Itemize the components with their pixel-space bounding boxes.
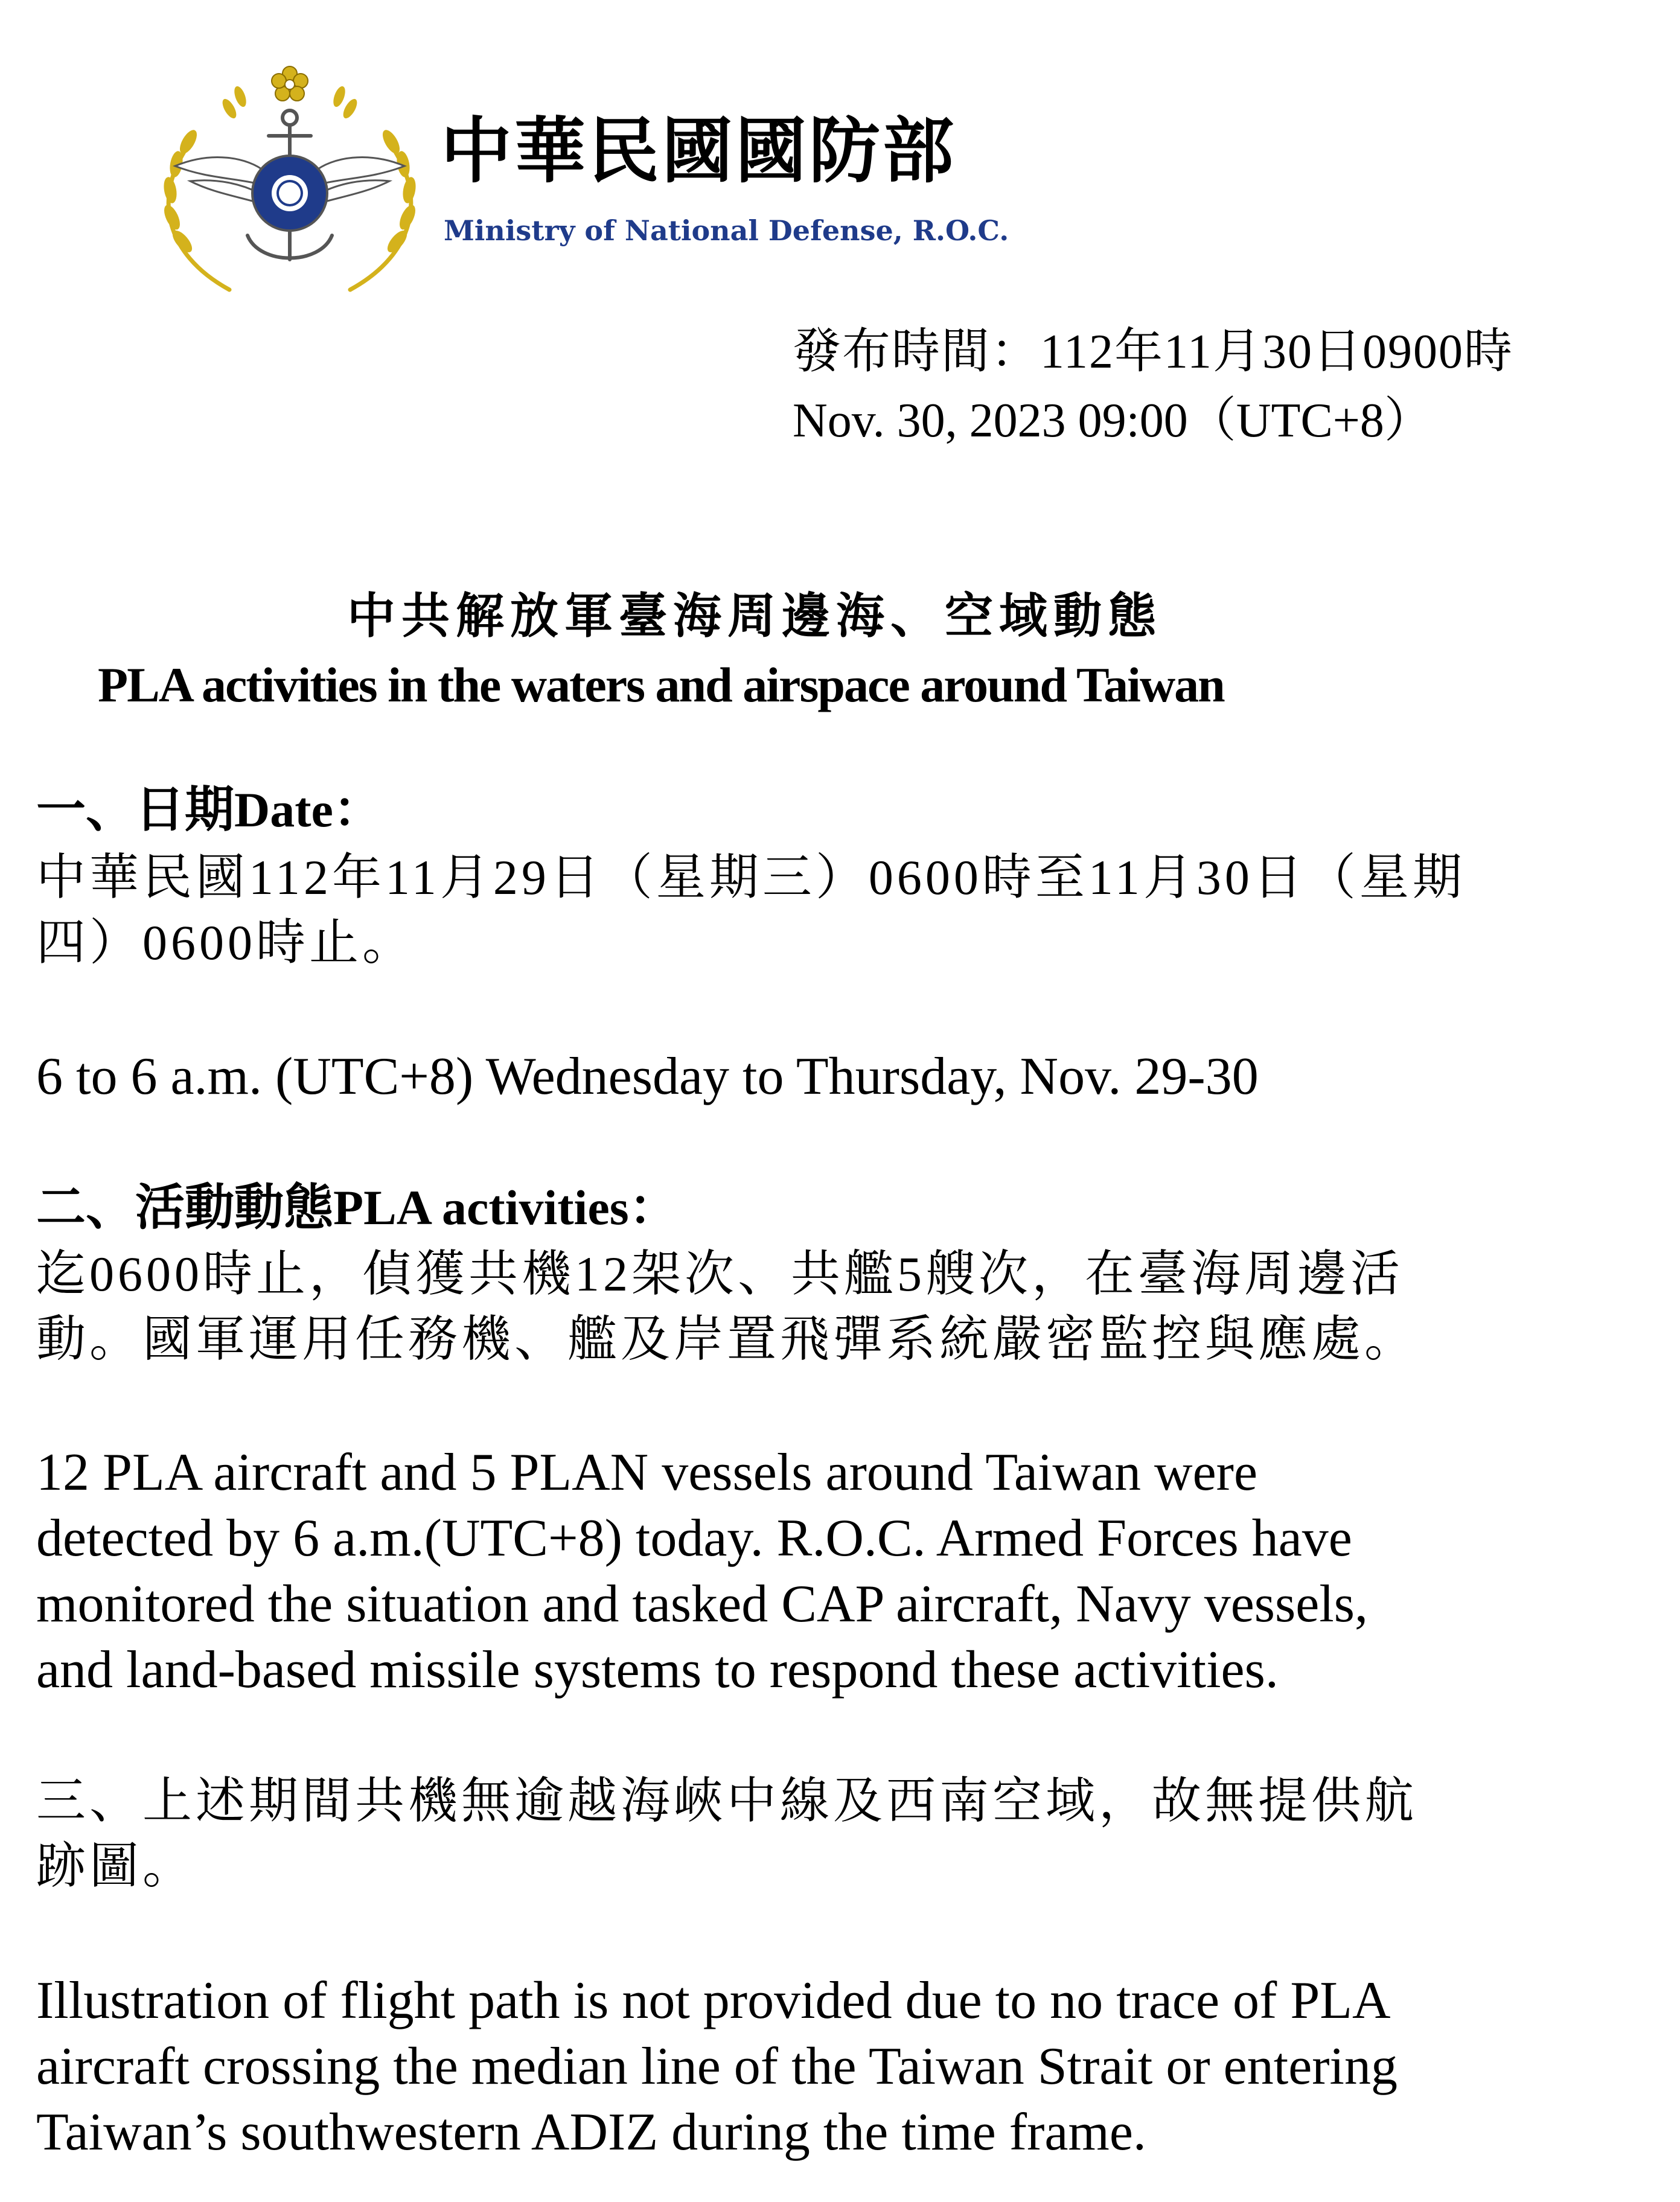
release-time-en: Nov. 30, 2023 09:00（UTC+8） — [793, 394, 1432, 447]
section-activities-en: 12 PLA aircraft and 5 PLAN vessels around Taiwan were detected by 6 a.m.(UTC+8) today. R.O.C. Armed Forces have monitored the situation and tasked CAP aircraft, Navy vessels, and land-based missile systems to respond these activities. — [36, 1443, 1369, 1699]
document-title-en: PLA activities in the waters and airspace around Taiwan — [98, 657, 1224, 712]
section-date-zh-line2: 四）0600時止。 — [36, 915, 416, 970]
section-flight-path-en: Illustration of flight path is not provided due to no trace of PLA aircraft crossing the median line of the Taiwan Strait or entering Taiwan’s southwestern ADIZ during the time frame. — [36, 1971, 1397, 2162]
section-activities-zh-line2: 動。國軍運用任務機、艦及岸置飛彈系統嚴密監控與應處。 — [36, 1312, 1418, 1367]
section-activities-heading: 二、活動動態PLA activities： — [36, 1180, 679, 1235]
section-date-zh-line1: 中華民國112年11月29日（星期三）0600時至11月30日（星期 — [36, 850, 1466, 905]
release-time-zh: 發布時間：112年11月30日0900時 — [793, 325, 1514, 378]
section-date-en: 6 to 6 a.m. (UTC+8) Wednesday to Thursday, Nov. 29-30 — [36, 1047, 1259, 1106]
section-flight-path-zh-line1: 三、上述期間共機無逾越海峽中線及西南空域，故無提供航 — [36, 1773, 1418, 1828]
mnd-emblem-icon — [139, 60, 441, 302]
section-activities-zh-line1: 迄0600時止，偵獲共機12架次、共艦5艘次，在臺海周邊活 — [36, 1246, 1404, 1301]
section-date-heading: 一、日期Date： — [36, 782, 383, 837]
org-name-en: Ministry of National Defense, R.O.C. — [444, 214, 1009, 247]
document-title-zh: 中共解放軍臺海周邊海、空域動態 — [347, 587, 1162, 644]
org-name-zh: 中華民國國防部 — [441, 109, 957, 193]
section-flight-path-zh-line2: 跡圖。 — [36, 1839, 196, 1894]
